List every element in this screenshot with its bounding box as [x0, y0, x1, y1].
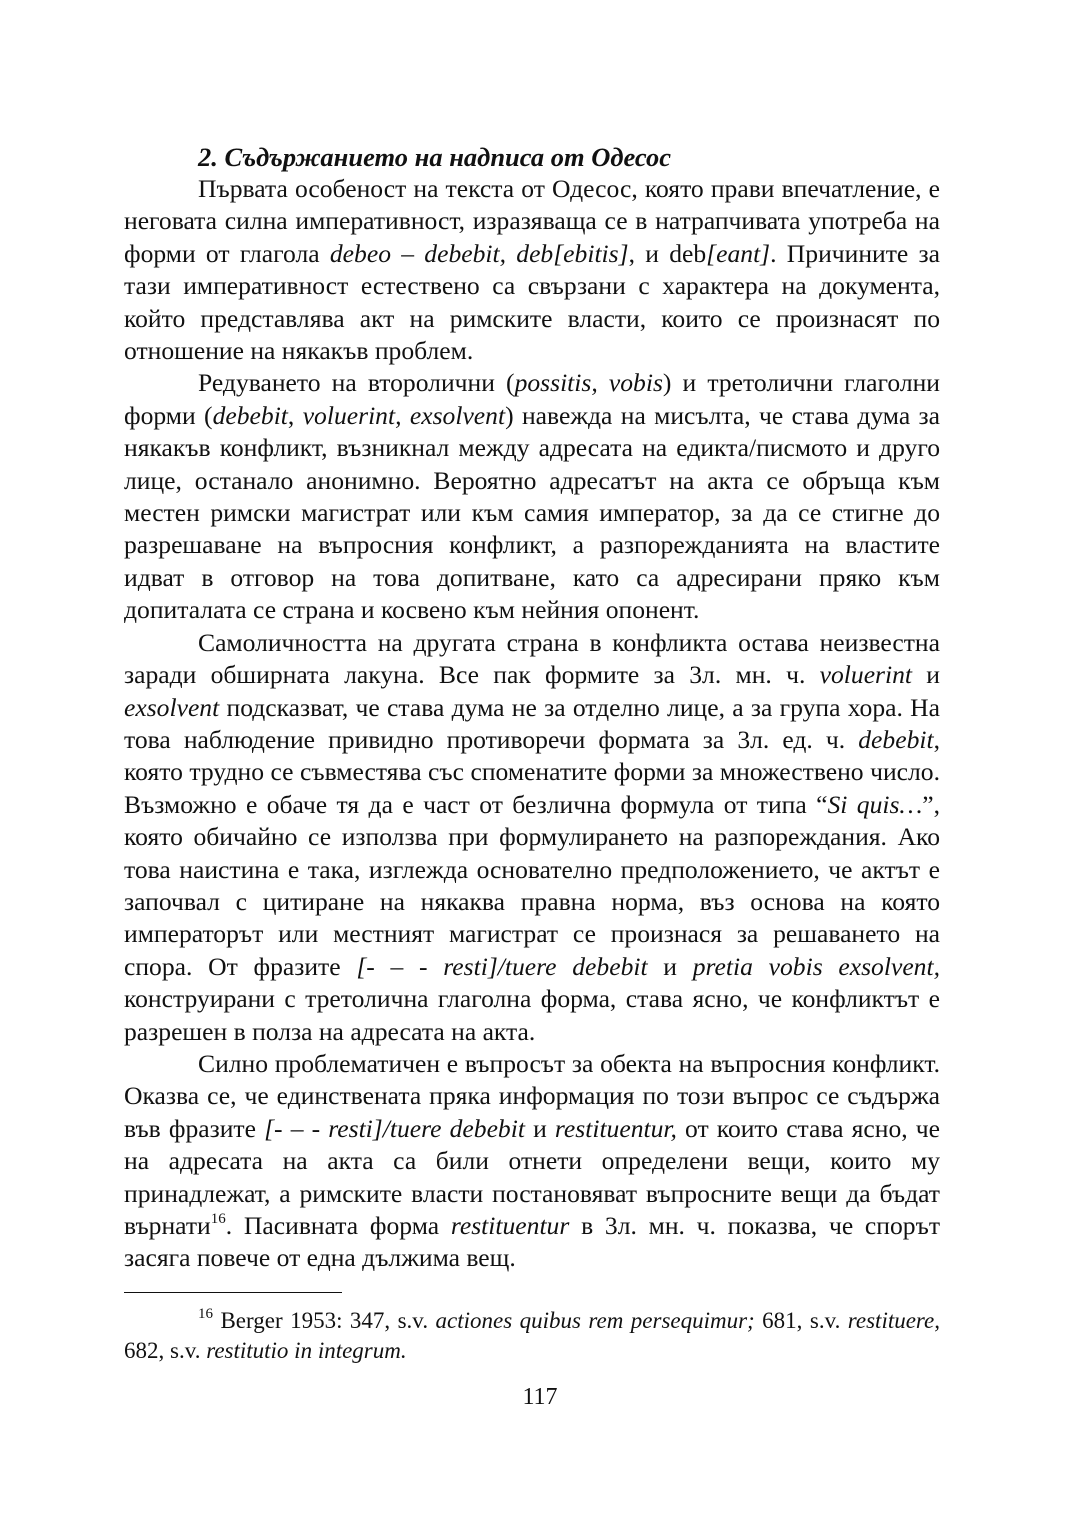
- italic-term: voluerint: [819, 660, 913, 690]
- footnote-16: [124, 1306, 940, 1366]
- italic-term: actiones quibus rem persequimur;: [435, 1308, 755, 1333]
- italic-term: restituere,: [847, 1308, 940, 1333]
- text-run: Първата особеност на текста от Одесос, която прави впечатление, е неговата силна императивност, изразяваща се в натрапчивата употреба на форми от глагола: [124, 174, 940, 268]
- text-run: Силно проблематичен е въпросът за обекта на въпросния конфликт. Оказва се, че единствената пряка информация по този въпрос се съдържа във фразите: [124, 1048, 940, 1143]
- italic-term: possitis, vobis: [514, 368, 663, 398]
- text-run: . Пасивната форма: [225, 1211, 451, 1240]
- italic-term: exsolvent: [124, 692, 220, 722]
- paragraph-3: [124, 627, 940, 1048]
- text-run: ) навежда на мисълта, че става дума за някакъв конфликт, възникнал между адресата на едикта/писмото и друго лице, останало анонимно. Вероятно адресатът на акта се обръща към местен римски магистрат или към самия император, за да се стигне до разрешаване на въпросния конфликт, а разпорежданията на властите идват в отговор на това допитване, като са адресирани пряко към допиталата се страна и косвено към нейния опонент.: [124, 400, 941, 625]
- text-run: Самоличността на другата страна в конфликта остава неизвестна заради обширната лакуна. Все пак формите за 3л. мн. ч.: [124, 627, 940, 690]
- text-run: и: [524, 1113, 555, 1143]
- main-text: [124, 141, 940, 1275]
- text-run: подсказват, че става дума не за отделно лице, а за група хора. На това наблюдение привидно противоречи формата за 3л. ед. ч.: [124, 692, 940, 754]
- italic-term: restituentur,: [554, 1113, 677, 1143]
- footnote-marker: 16: [198, 1306, 213, 1323]
- italic-term: [- – - resti]/tuere debebit: [264, 1113, 525, 1143]
- text-run: . Причините за тази императивност естествено са свързани с характера на документа, който представлява акт на римските власти, които се произнасят по отношение на някакъв проблем.: [124, 238, 940, 366]
- text-run: ”, която обичайно се използва при формулирането на разпореждания. Ако това наистина е така, изглежда основателно предположението, че актът е започвал с цитиране на някаква правна норма, въз основа на която императорът или местният магистрат се произнася за решаването на спора. От фразите: [124, 789, 940, 981]
- text-run: и: [647, 951, 693, 981]
- text-run: 681, s.v.: [754, 1308, 848, 1333]
- text-run: ,: [287, 400, 303, 430]
- italic-term: debeo – debebit, deb[ebitis]: [329, 238, 629, 268]
- italic-term: Si quis…: [827, 789, 923, 819]
- text-run: ) и третолични глаголни форми (: [124, 368, 940, 430]
- italic-term: pretia vobis exsolvent,: [692, 951, 940, 981]
- footnote-marker: 16: [210, 1211, 226, 1228]
- text-run: Редуването на второлични (: [198, 368, 515, 398]
- paragraph-2: [124, 367, 940, 626]
- text-run: конструирани с третолична глаголна форма, става ясно, че конфликтът е разрешен в полза на адресата на акта.: [124, 984, 940, 1046]
- italic-term: debebit: [212, 400, 288, 430]
- italic-term: debebit: [858, 724, 934, 754]
- italic-term: restitutio in integrum.: [206, 1338, 407, 1363]
- text-run: 682, s.v.: [124, 1338, 207, 1363]
- text-run: , която трудно се съвместява със споменатите форми за множествено число. Възможно е обаче тя да е част от безлична формула от типа “: [124, 724, 940, 819]
- italic-term: [- – - resti]/tuere debebit: [356, 951, 648, 981]
- text-run: , и deb: [628, 238, 707, 268]
- text-run: в 3л. мн. ч. показва, че спорът засяга повече от една дължима вещ.: [124, 1211, 941, 1273]
- text-run: от които става ясно, че на адресата на акта са били отнети определени вещи, които му принадлежат, а римските власти постановяват въпросните вещи да бъдат върнати: [124, 1113, 941, 1240]
- italic-term: restituentur: [450, 1211, 570, 1240]
- text-run: Berger 1953: 347, s.v.: [213, 1308, 436, 1333]
- paragraph-1: [124, 173, 940, 367]
- page-number: 117: [522, 1384, 558, 1410]
- footnote-divider: [124, 1292, 342, 1293]
- italic-term: [eant]: [706, 238, 771, 268]
- paragraph-4: [124, 1048, 940, 1275]
- italic-term: voluerint, exsolvent: [302, 400, 506, 430]
- section-heading: 2. Съдържанието на надписа от Одесос: [198, 142, 672, 172]
- text-run: и: [912, 660, 941, 690]
